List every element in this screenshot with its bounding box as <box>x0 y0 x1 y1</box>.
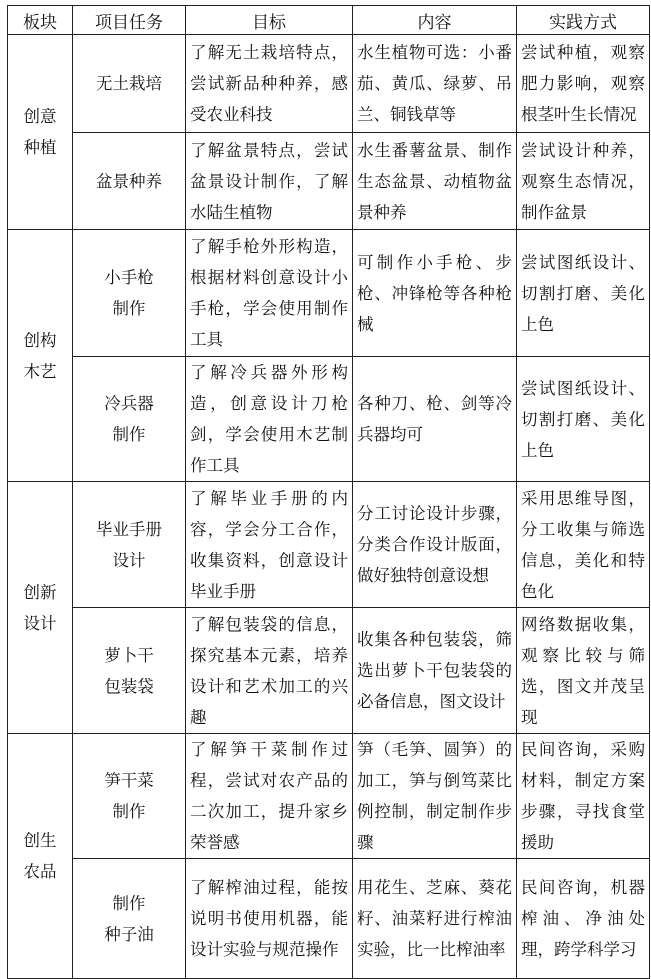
method-cell: 网络数据收集，观察比较与筛选，图文并茂呈现 <box>517 608 650 734</box>
content-cell: 收集各种包装袋，筛选出萝卜干包装袋的必备信息，图文设计 <box>353 608 517 734</box>
content-cell: 水生植物可选：小番茄、黄瓜、绿萝、吊兰、铜钱草等 <box>353 35 517 133</box>
table-row <box>8 230 650 357</box>
task-cell: 萝卜干 包装袋 <box>73 608 186 734</box>
method-cell: 尝试图纸设计、切割打磨、美化上色 <box>517 357 650 482</box>
goal-cell: 了解榨油过程，能按说明书使用机器，能设计实验与规范操作 <box>186 859 353 979</box>
task-cell: 冷兵器 制作 <box>73 357 186 482</box>
header-method: 实践方式 <box>517 6 650 35</box>
task-cell: 盆景种养 <box>73 133 186 230</box>
content-cell: 笋（毛笋、圆笋）的加工，笋与倒笃菜比例控制，制定制作步骤 <box>353 734 517 859</box>
method-cell: 尝试设计种养，观察生态情况，制作盆景 <box>517 133 650 230</box>
header-content: 内容 <box>353 6 517 35</box>
content-cell: 各种刀、枪、剑等冷兵器均可 <box>353 357 517 482</box>
task-cell: 小手枪 制作 <box>73 230 186 357</box>
block-cell: 创生 农品 <box>8 734 73 979</box>
header-row <box>8 6 650 35</box>
method-cell: 尝试图纸设计、切割打磨、美化上色 <box>517 230 650 357</box>
content-cell: 用花生、芝麻、葵花籽、油菜籽进行榨油实验，比一比榨油率 <box>353 859 517 979</box>
content-cell: 水生番薯盆景、制作生态盆景、动植物盆景种养 <box>353 133 517 230</box>
table-row <box>8 482 650 608</box>
table-row <box>8 133 650 230</box>
table-row <box>8 608 650 734</box>
header-block: 板块 <box>8 6 73 35</box>
goal-cell: 了解笋干菜制作过程，尝试对农产品的二次加工，提升家乡荣誉感 <box>186 734 353 859</box>
curriculum-table <box>7 5 650 979</box>
content-cell: 分工讨论设计步骤，分类合作设计版面，做好独特创意设想 <box>353 482 517 608</box>
method-cell: 采用思维导图，分工收集与筛选信息，美化和特色化 <box>517 482 650 608</box>
goal-cell: 了解毕业手册的内容，学会分工合作，收集资料，创意设计毕业手册 <box>186 482 353 608</box>
block-cell: 创构 木艺 <box>8 230 73 482</box>
goal-cell: 了解无土栽培特点，尝试新品种种养，感受农业科技 <box>186 35 353 133</box>
table-row <box>8 859 650 979</box>
task-cell: 制作 种子油 <box>73 859 186 979</box>
method-cell: 尝试种植，观察肥力影响，观察根茎叶生长情况 <box>517 35 650 133</box>
table-row <box>8 357 650 482</box>
table-row <box>8 35 650 133</box>
table-container <box>7 5 649 979</box>
task-cell: 无土栽培 <box>73 35 186 133</box>
header-task: 项目任务 <box>73 6 186 35</box>
header-goal: 目标 <box>186 6 353 35</box>
content-cell: 可制作小手枪、步枪、冲锋枪等各种枪械 <box>353 230 517 357</box>
block-cell: 创新 设计 <box>8 482 73 734</box>
method-cell: 民间咨询，机器榨油、净油处理，跨学科学习 <box>517 859 650 979</box>
block-cell: 创意 种植 <box>8 35 73 230</box>
task-cell: 笋干菜 制作 <box>73 734 186 859</box>
task-cell: 毕业手册 设计 <box>73 482 186 608</box>
goal-cell: 了解冷兵器外形构造，创意设计刀枪剑，学会使用木艺制作工具 <box>186 357 353 482</box>
method-cell: 民间咨询，采购材料，制定方案步骤，寻找食堂援助 <box>517 734 650 859</box>
goal-cell: 了解包装袋的信息，探究基本元素，培养设计和艺术加工的兴趣 <box>186 608 353 734</box>
table-row <box>8 734 650 859</box>
goal-cell: 了解盆景特点，尝试盆景设计制作，了解水陆生植物 <box>186 133 353 230</box>
goal-cell: 了解手枪外形构造，根据材料创意设计小手枪，学会使用制作工具 <box>186 230 353 357</box>
